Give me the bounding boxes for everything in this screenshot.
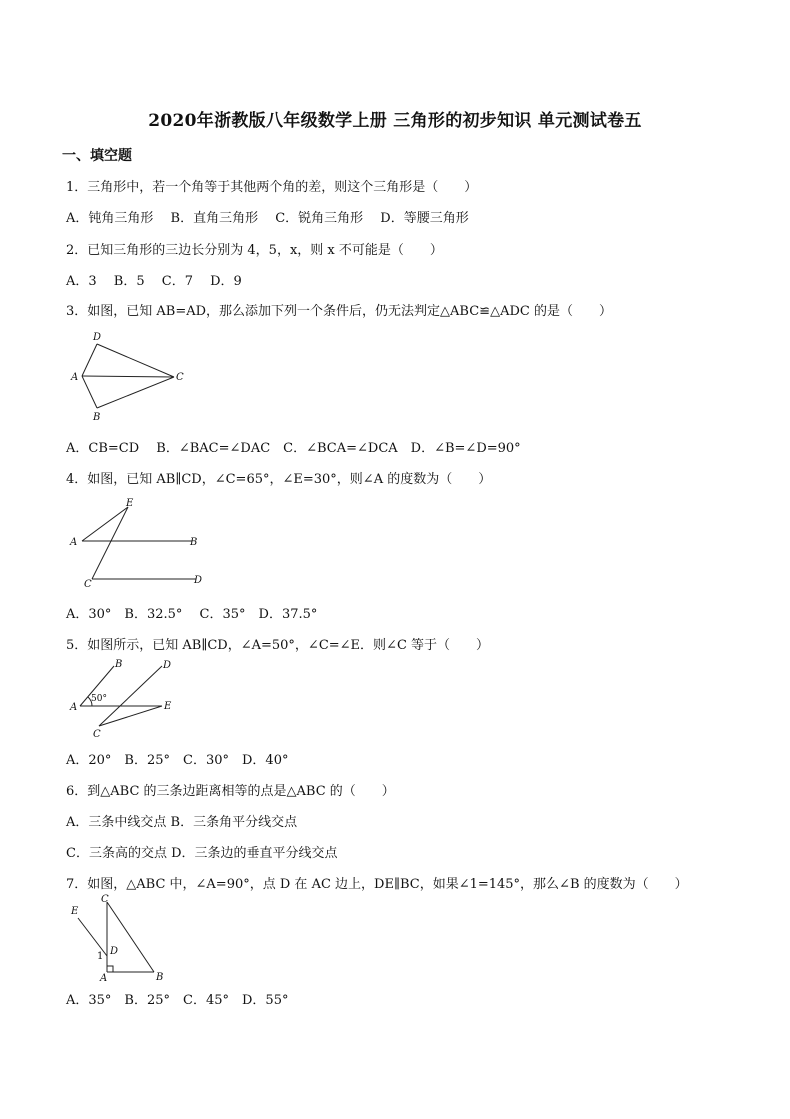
q7-angle-label: 1 — [97, 951, 104, 962]
q2-stem: 2．已知三角形的三边长分别为 4，5，x，则 x 不可能是（ ） — [66, 243, 443, 258]
q3-label-b: B — [93, 412, 101, 423]
q7-label-d: D — [110, 946, 119, 957]
q4-options: A．30° B．32.5° C．35° D．37.5° — [66, 607, 318, 622]
section-heading: 一、填空题 — [62, 148, 132, 164]
q7-label-e: E — [71, 906, 79, 917]
q3-stem: 3．如图，已知 AB=AD，那么添加下列一个条件后，仍无法判定△ABC≌△ADC 的是（ ） — [66, 304, 612, 319]
q5-label-c: C — [93, 729, 101, 740]
q5-label-d: D — [163, 660, 172, 671]
q5-label-a: A — [70, 702, 78, 713]
q3-label-c: C — [176, 372, 184, 383]
page-title: 2020年浙教版八年级数学上册 三角形的初步知识 单元测试卷五 — [148, 111, 642, 131]
q4-label-a: A — [70, 537, 78, 548]
q3-label-d: D — [93, 332, 102, 343]
q7-figure — [66, 893, 176, 985]
q6-stem: 6．到△ABC 的三条边距离相等的点是△ABC 的（ ） — [66, 784, 395, 799]
q2-options: A．3 B．5 C．7 D．9 — [66, 274, 242, 289]
q4-label-c: C — [84, 579, 92, 590]
q3-label-a: A — [71, 372, 79, 383]
q5-label-b: B — [115, 659, 123, 670]
q5-figure — [66, 656, 186, 741]
q6-options-cd: C．三条高的交点 D．三条边的垂直平分线交点 — [66, 846, 338, 861]
q7-label-b: B — [156, 972, 164, 983]
q4-label-e: E — [126, 498, 134, 509]
q6-options-ab: A．三条中线交点 B．三条角平分线交点 — [66, 815, 298, 830]
q5-label-e: E — [164, 701, 172, 712]
q4-stem: 4．如图，已知 AB∥CD，∠C=65°，∠E=30°，则∠A 的度数为（ ） — [66, 472, 492, 487]
q3-figure — [66, 328, 196, 428]
q5-stem: 5．如图所示，已知 AB∥CD，∠A=50°，∠C=∠E．则∠C 等于（ ） — [66, 638, 490, 653]
q4-figure — [66, 496, 216, 591]
q7-stem: 7．如图，△ABC 中，∠A=90°，点 D 在 AC 边上，DE∥BC，如果∠1=145°，那么∠B 的度数为（ ） — [66, 877, 688, 892]
q3-options: A．CB=CD B．∠BAC=∠DAC C．∠BCA=∠DCA D．∠B=∠D=90° — [66, 441, 521, 456]
q4-label-b: B — [190, 537, 198, 548]
q7-label-a: A — [100, 973, 108, 984]
q1-options: A．钝角三角形 B．直角三角形 C．锐角三角形 D．等腰三角形 — [66, 211, 469, 226]
q4-label-d: D — [194, 575, 203, 586]
q5-angle-label: 50° — [91, 694, 107, 704]
q1-stem: 1．三角形中，若一个角等于其他两个角的差，则这个三角形是（ ） — [66, 180, 478, 195]
q7-label-c: C — [101, 894, 109, 905]
q7-options: A．35° B．25° C．45° D．55° — [66, 993, 289, 1008]
q5-options: A．20° B．25° C．30° D．40° — [66, 753, 289, 768]
